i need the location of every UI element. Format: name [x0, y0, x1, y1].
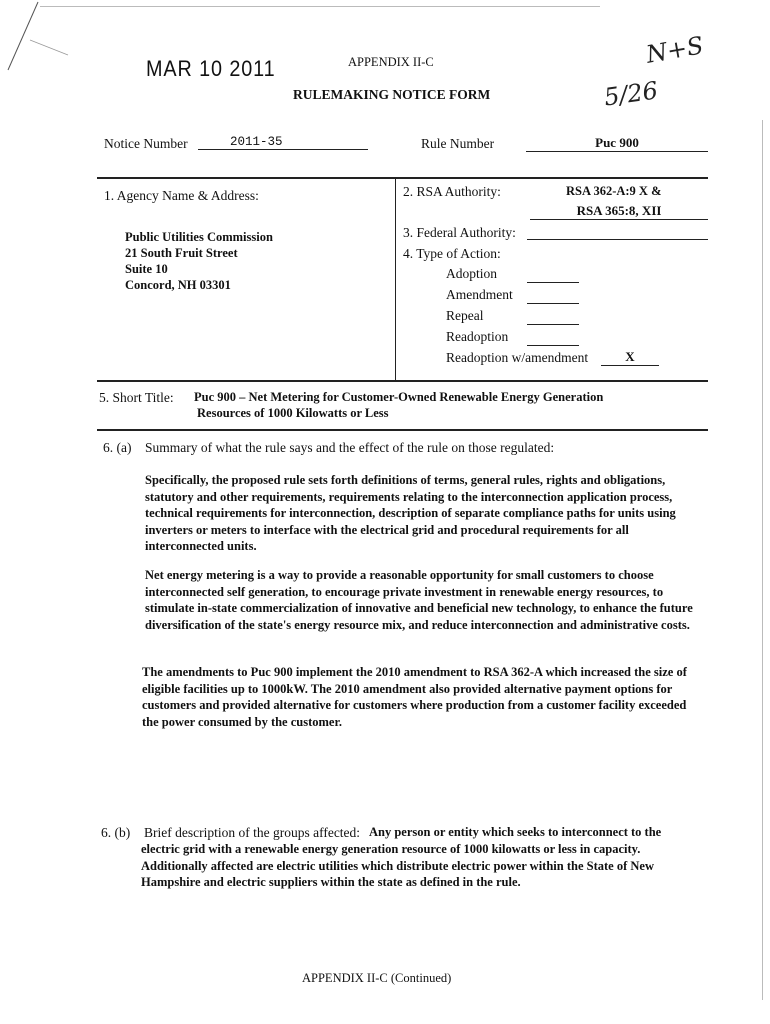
action-mark	[527, 308, 579, 325]
appendix-label: APPENDIX II-C	[348, 55, 434, 69]
action-label: Adoption	[446, 266, 498, 281]
action-mark	[527, 287, 579, 304]
agency-line: Suite 10	[125, 262, 168, 276]
section-mid-rule	[97, 380, 708, 382]
action-label: Amendment	[446, 287, 513, 302]
rule-number-label: Rule Number	[421, 136, 495, 151]
form-title: RULEMAKING NOTICE FORM	[293, 87, 491, 102]
federal-authority-label: 3. Federal Authority:	[403, 225, 516, 240]
agency-line: Public Utilities Commission	[125, 230, 273, 244]
summary-paragraph	[145, 472, 705, 555]
notice-number-value: 2011-35	[198, 135, 368, 150]
summary-number: 6. (a)	[103, 440, 132, 455]
action-mark	[527, 266, 579, 283]
section-bottom-rule	[97, 429, 708, 431]
section-top-rule	[97, 177, 708, 179]
short-title-line-1: Puc 900 – Net Metering for Customer-Owned Renewable Energy Generation	[194, 390, 604, 404]
date-stamp: MAR 10 2011	[146, 56, 276, 81]
section-divider	[395, 177, 396, 381]
summary-paragraph	[145, 567, 705, 633]
short-title-label: 5. Short Title:	[99, 390, 174, 405]
agency-line: Concord, NH 03301	[125, 278, 231, 292]
type-of-action-label: 4. Type of Action:	[403, 246, 501, 261]
agency-address	[125, 229, 273, 293]
summary-paragraph-text: Specifically, the proposed rule sets forth definitions of terms, general rules, rights and obligations, statutory and other requirements, requirements relating to the interconnection application process, technical requirements for interconnection, description of separate compliance paths for units using inverters or meters to interface with the electrical grid and procedural requirements for all interconnected units.	[145, 473, 676, 553]
notice-number-label: Notice Number	[104, 136, 188, 151]
rsa-authority-value-2: RSA 365:8, XII	[530, 203, 708, 220]
summary-label: Summary of what the rule says and the effect of the rule on those regulated:	[145, 440, 555, 455]
summary-paragraph-text: Net energy metering is a way to provide a reasonable opportunity for small customers to choose interconnected self generation, to encourage private investment in renewable energy resources, to stimulate in-state commercialization of innovative and beneficial new technology, to enhance the future diversification of the state's energy resource mix, and reduce interconnection and administrative costs.	[145, 568, 693, 632]
groups-label: Brief description of the groups affected:	[144, 825, 361, 840]
groups-text-first: Any person or entity which seeks to interconnect to the	[369, 825, 662, 839]
rsa-authority-value-1: RSA 362-A:9 X &	[566, 184, 662, 198]
action-label: Readoption	[446, 329, 509, 344]
federal-authority-blank	[527, 239, 708, 240]
rsa-authority-label: 2. RSA Authority:	[403, 184, 501, 199]
agency-line: 21 South Fruit Street	[125, 246, 238, 260]
handwritten-initials: N+S	[644, 31, 706, 69]
summary-paragraph-text: The amendments to Puc 900 implement the 2010 amendment to RSA 362-A which increased the size of eligible facilities up to 1000kW. The 2010 amendment also provided alternative payment options for customers and provided alternative for customers where production from a customer facility exceeded the power consumed by the customer.	[142, 665, 687, 729]
handwritten-date: 5/26	[602, 76, 660, 112]
action-mark: X	[601, 349, 659, 366]
action-label: Repeal	[446, 308, 484, 323]
groups-paragraph	[141, 841, 707, 891]
groups-number: 6. (b)	[101, 825, 131, 840]
scan-edge	[40, 6, 600, 7]
appendix-continued: APPENDIX II-C (Continued)	[302, 971, 452, 985]
action-label: Readoption w/amendment	[446, 350, 589, 365]
short-title-line-2: Resources of 1000 Kilowatts or Less	[197, 406, 389, 420]
scan-mark	[0, 0, 70, 80]
summary-paragraph	[142, 664, 702, 730]
action-mark	[527, 329, 579, 346]
agency-label: 1. Agency Name & Address:	[104, 188, 259, 203]
rule-number-value: Puc 900	[526, 135, 708, 152]
scan-edge-right	[762, 120, 763, 1000]
groups-text-rest: electric grid with a renewable energy generation resource of 1000 kilowatts or less in capacity. Additionally affected are electric utilities which distribute electric power within the State of New Hampshire and electric suppliers within the state as defined in the rule.	[141, 842, 654, 889]
